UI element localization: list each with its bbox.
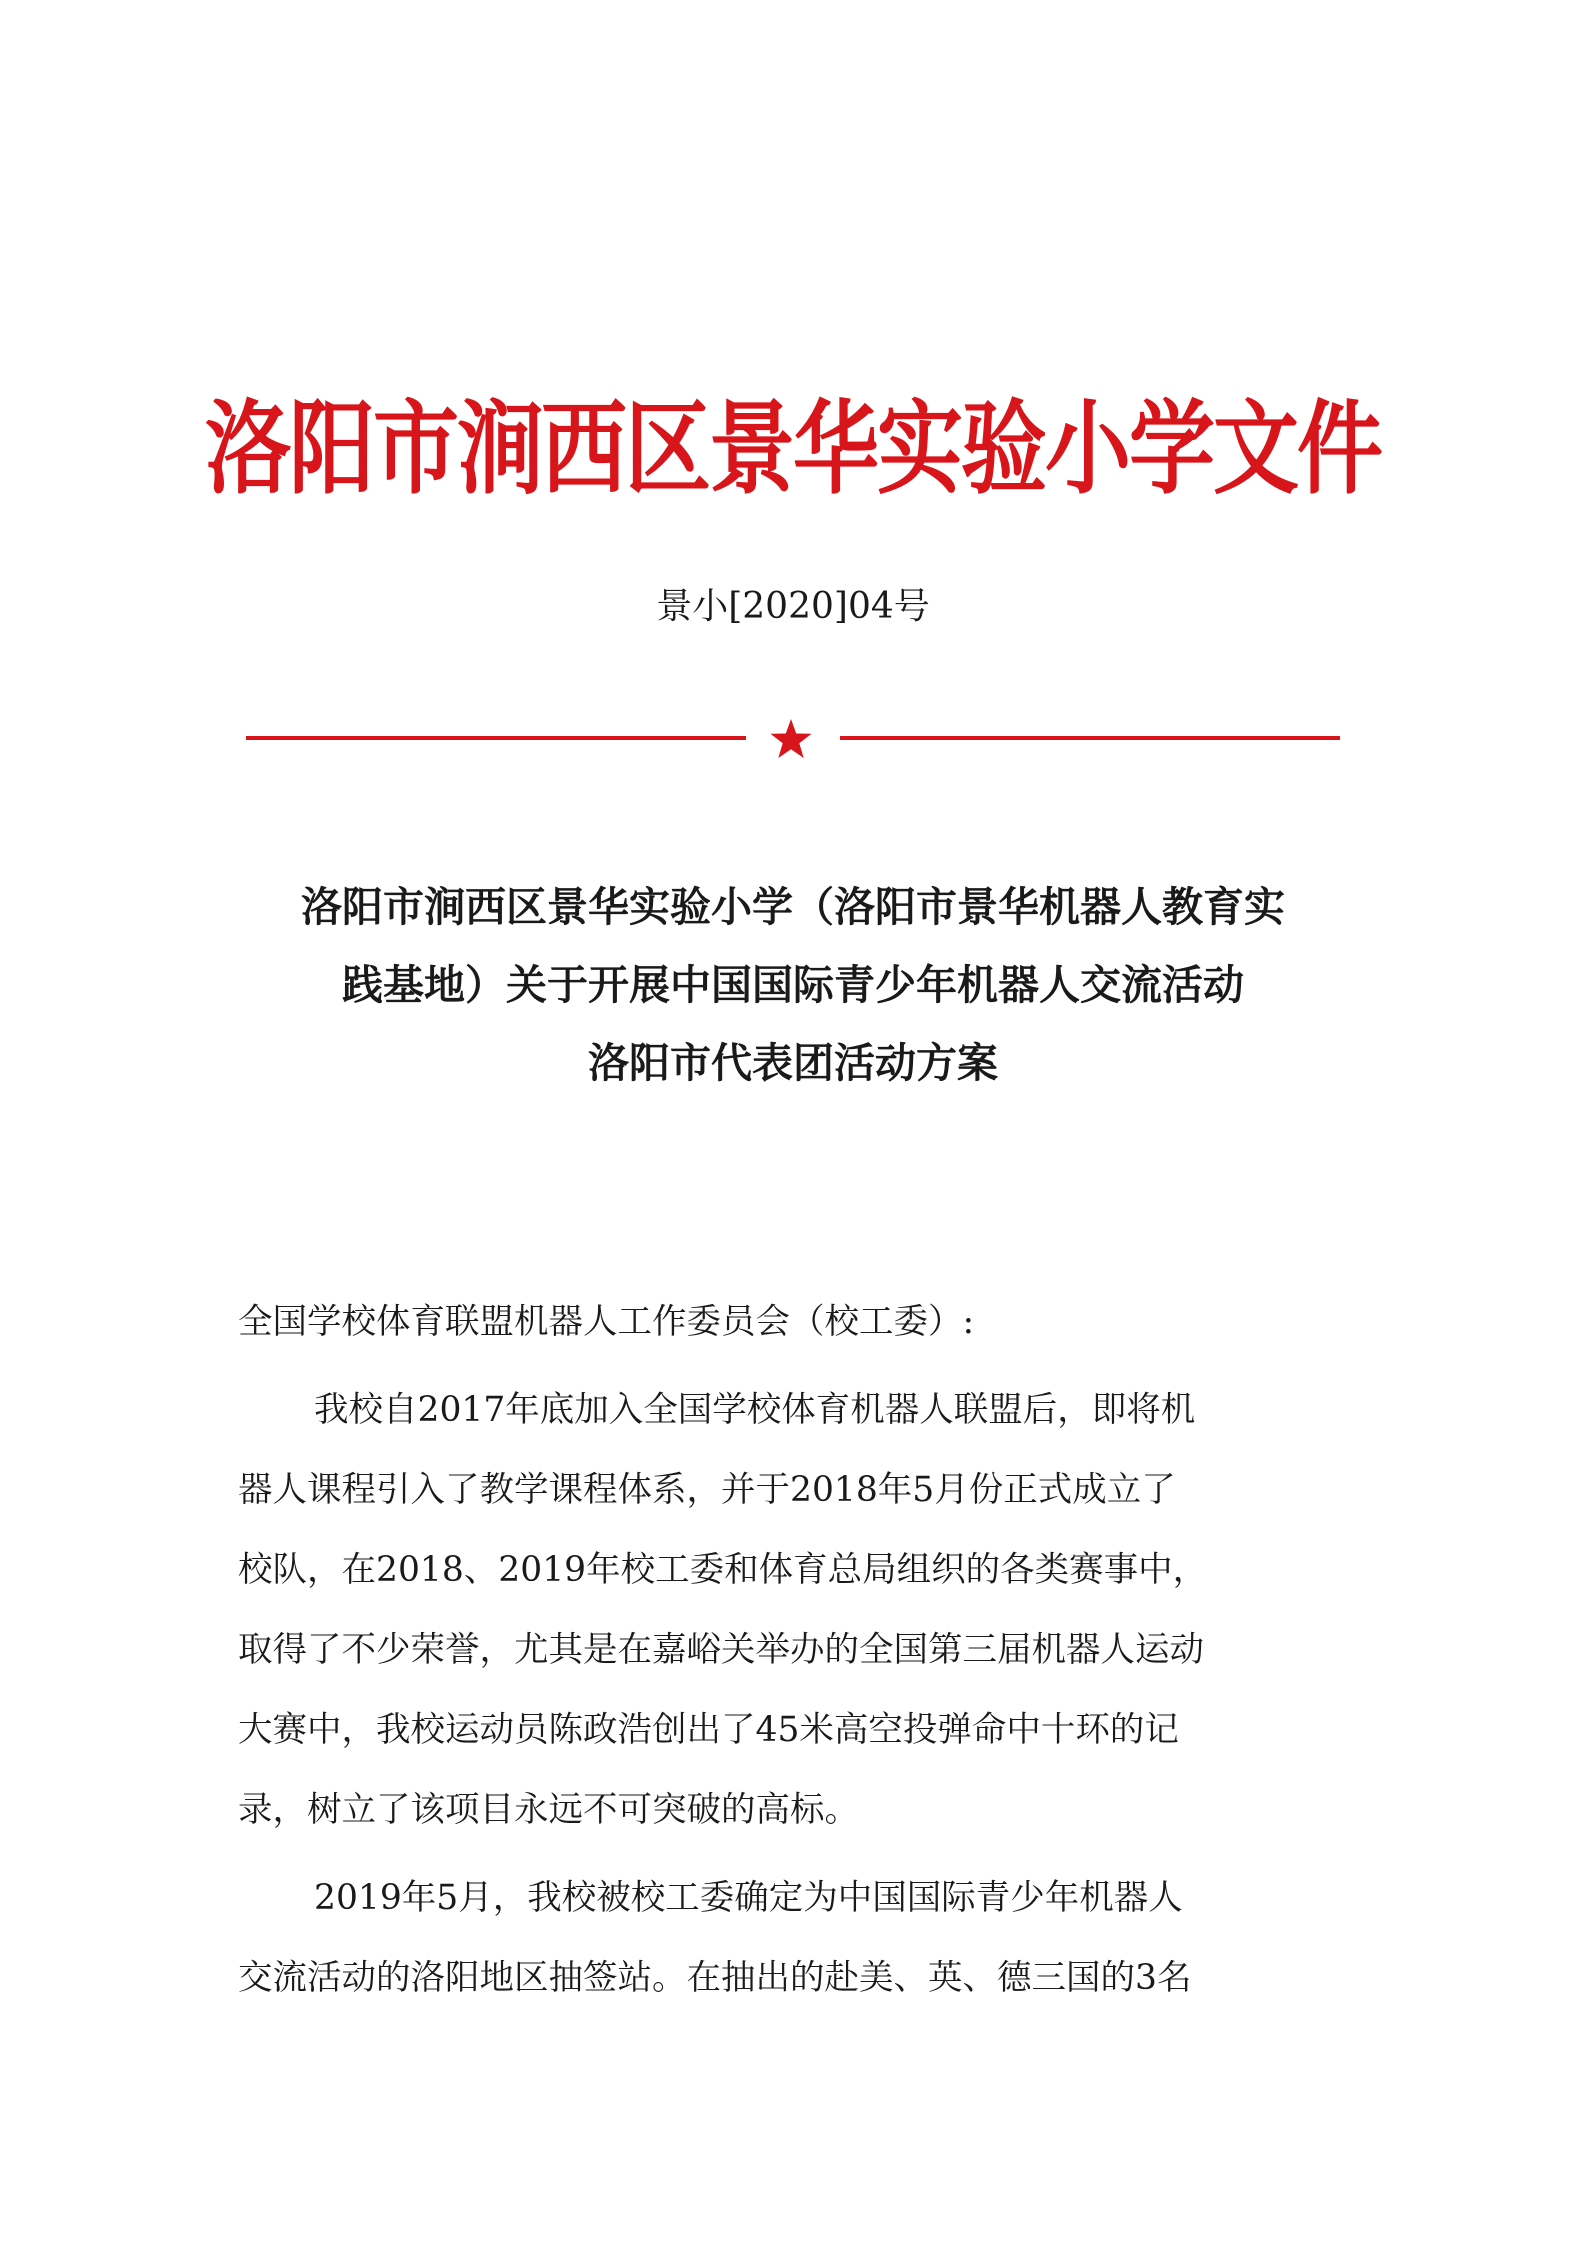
paragraph-line: 器人课程引入了教学课程体系，并于2018年5月份正式成立了 [238, 1470, 1176, 1510]
paragraph-line: 取得了不少荣誉，尤其是在嘉峪关举办的全国第三届机器人运动 [238, 1630, 1204, 1670]
paragraph-line: 2019年5月，我校被校工委确定为中国国际青少年机器人 [314, 1878, 1183, 1918]
document-number: 景小[2020]04号 [656, 586, 930, 627]
star-icon [769, 718, 813, 760]
title-line: 洛阳市代表团活动方案 [588, 1039, 998, 1087]
paragraph-1 [238, 1370, 1344, 1850]
paragraph-line: 校队，在2018、2019年校工委和体育总局组织的各类赛事中， [238, 1550, 1208, 1590]
paragraph-line: 录，树立了该项目永远不可突破的高标。 [238, 1790, 859, 1830]
title-line: 践基地）关于开展中国国际青少年机器人交流活动 [342, 961, 1244, 1009]
divider-line-left [246, 736, 746, 740]
title-line: 洛阳市涧西区景华实验小学（洛阳市景华机器人教育实 [301, 883, 1285, 931]
divider-line-right [840, 736, 1340, 740]
org-header-title: 洛阳市涧西区景华实验小学文件 [205, 390, 1381, 509]
paragraph-2 [238, 1858, 1344, 2018]
document-body [238, 1282, 1344, 2018]
salutation: 全国学校体育联盟机器人工作委员会（校工委）: [238, 1302, 975, 1342]
document-title [240, 868, 1346, 1102]
paragraph-line: 交流活动的洛阳地区抽签站。在抽出的赴美、英、德三国的3名 [238, 1958, 1192, 1998]
paragraph-line: 大赛中，我校运动员陈政浩创出了45米高空投弹命中十环的记 [238, 1710, 1179, 1750]
red-divider [246, 718, 1340, 758]
paragraph-line: 我校自2017年底加入全国学校体育机器人联盟后，即将机 [314, 1390, 1196, 1430]
